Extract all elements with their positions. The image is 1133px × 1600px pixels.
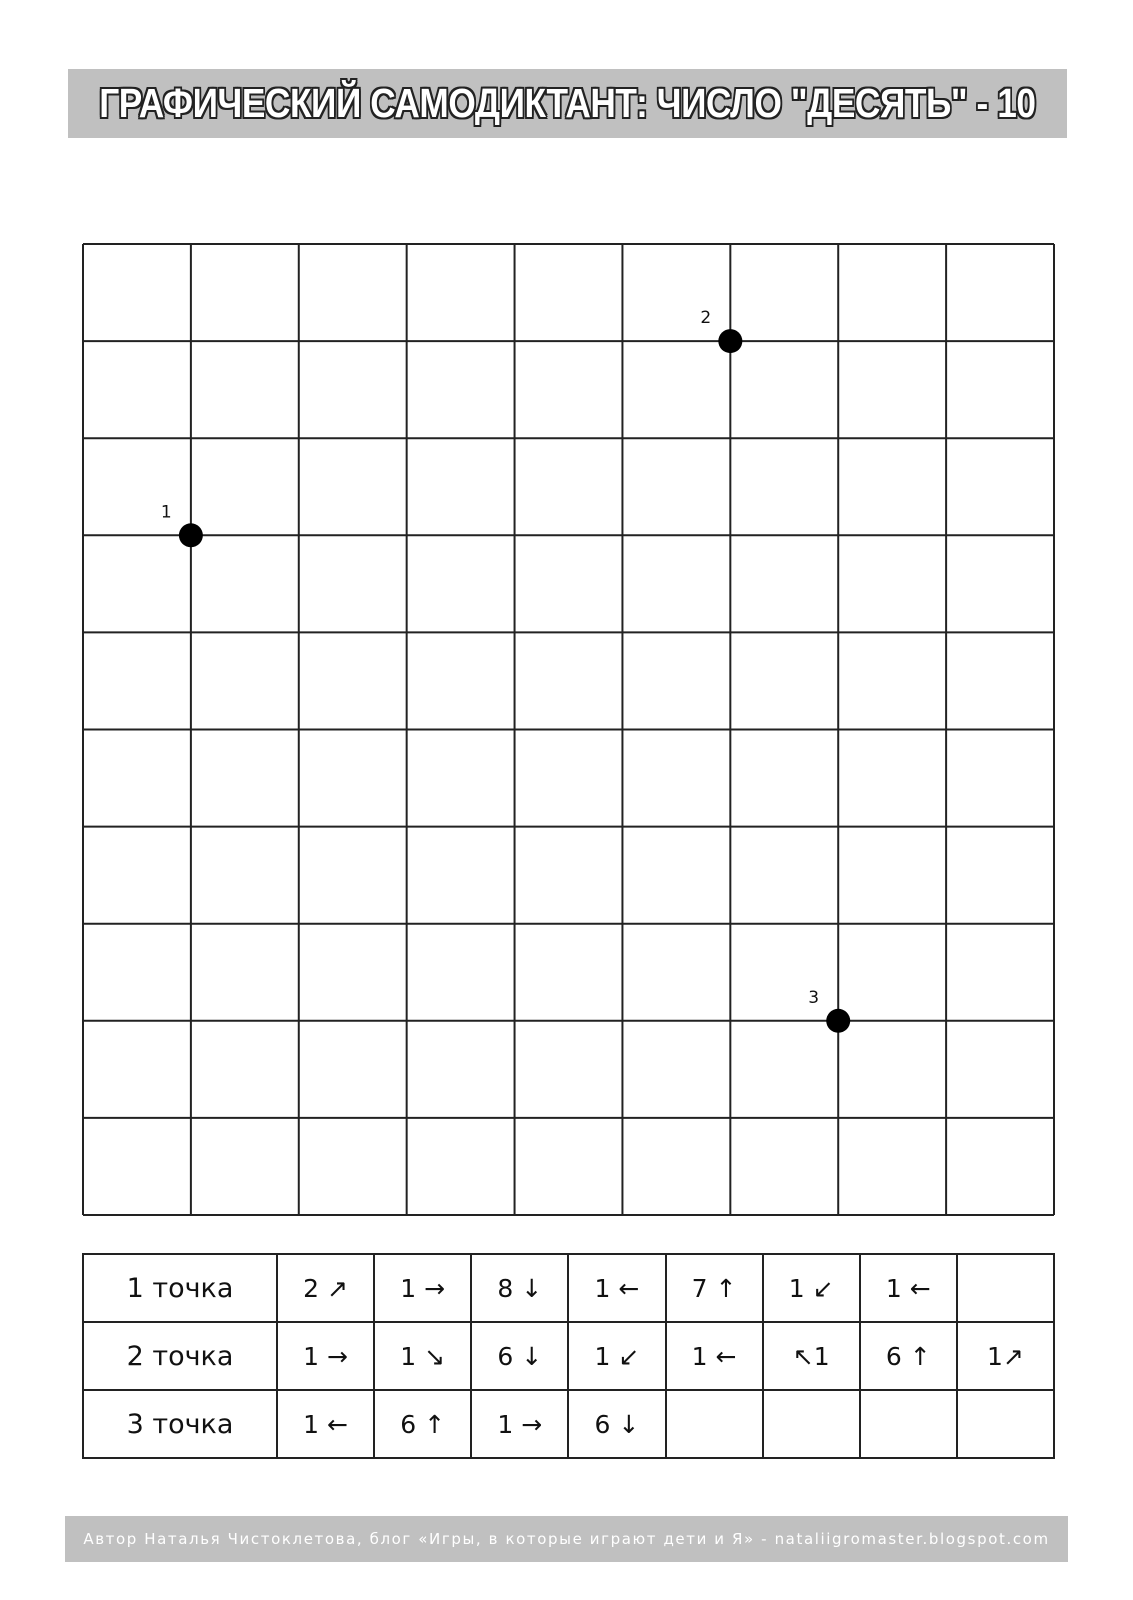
command-cell: 6 ↓ — [568, 1390, 665, 1458]
command-cell — [957, 1254, 1054, 1322]
command-cell: 1 ↙ — [568, 1322, 665, 1390]
command-cell: 1 ↘ — [374, 1322, 471, 1390]
row-label: 1 точка — [83, 1254, 277, 1322]
command-cell: 2 ↗ — [277, 1254, 374, 1322]
command-cell: 1 → — [277, 1322, 374, 1390]
command-cell — [860, 1390, 957, 1458]
command-cell: 6 ↑ — [374, 1390, 471, 1458]
start-point-3 — [826, 1009, 850, 1033]
start-point-label: 3 — [808, 987, 820, 1008]
footer-credit: Автор Наталья Чистоклетова, блог «Игры, в которые играют дети и Я» - nataliigromaster.blogspot.com — [83, 1530, 1050, 1548]
command-cell — [666, 1390, 763, 1458]
command-cell: 1 → — [471, 1390, 568, 1458]
title-banner — [68, 69, 1067, 138]
command-cell: 1 ← — [568, 1254, 665, 1322]
commands-row-1 — [83, 1254, 1054, 1322]
command-cell: 6 ↓ — [471, 1322, 568, 1390]
command-cell: 6 ↑ — [860, 1322, 957, 1390]
command-cell: 7 ↑ — [666, 1254, 763, 1322]
row-label: 3 точка — [83, 1390, 277, 1458]
commands-row-2 — [83, 1322, 1054, 1390]
dictation-grid — [82, 243, 1055, 1216]
command-cell — [957, 1390, 1054, 1458]
command-cell: 1 ← — [860, 1254, 957, 1322]
start-point-2 — [718, 329, 742, 353]
command-cell: ↖1 — [763, 1322, 860, 1390]
commands-table — [82, 1253, 1055, 1459]
command-cell — [763, 1390, 860, 1458]
page-title: ГРАФИЧЕСКИЙ САМОДИКТАНТ: ЧИСЛО "ДЕСЯТЬ" - 10 — [99, 80, 1036, 126]
row-label: 2 точка — [83, 1322, 277, 1390]
commands-row-3 — [83, 1390, 1054, 1458]
command-cell: 1↗ — [957, 1322, 1054, 1390]
start-point-label: 2 — [700, 308, 712, 329]
command-cell: 1 ↙ — [763, 1254, 860, 1322]
start-point-label: 1 — [160, 502, 172, 523]
start-point-1 — [179, 523, 203, 547]
command-cell: 1 ← — [277, 1390, 374, 1458]
command-cell: 1 ← — [666, 1322, 763, 1390]
grid-canvas — [82, 243, 1055, 1216]
command-cell: 8 ↓ — [471, 1254, 568, 1322]
command-cell: 1 → — [374, 1254, 471, 1322]
footer-banner — [65, 1516, 1068, 1562]
